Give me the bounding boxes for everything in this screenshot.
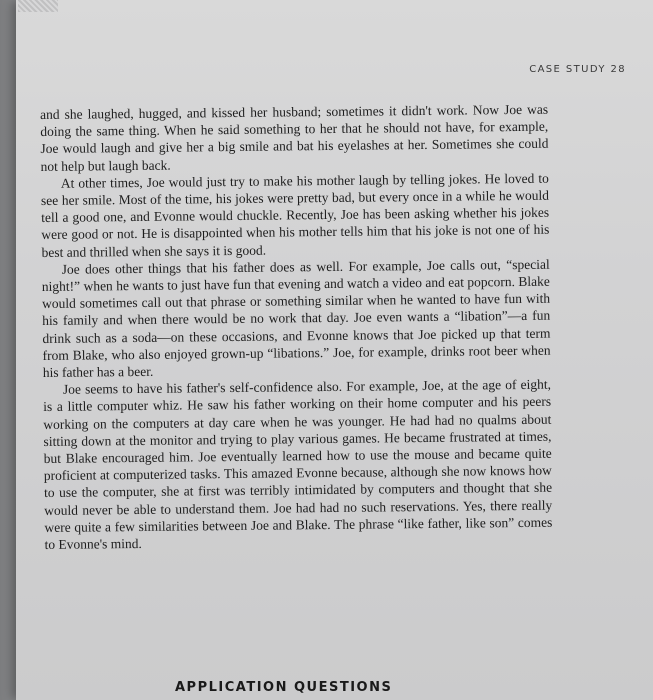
section-heading: APPLICATION QUESTIONS <box>175 680 393 695</box>
case-study-text <box>40 101 553 554</box>
paragraph-1: and she laughed, hugged, and kissed her husband; sometimes it didn't work. Now Joe was doing the same thing. When he said something to her that he should not have, for example, Joe would laugh and give her a big smile and bat his eyelashes at her. Sometimes she could not help but laugh back. <box>40 101 549 174</box>
page-corner-pattern <box>18 0 58 12</box>
paragraph-3: Joe does other things that his father does as well. For example, Joe calls out, “special night!” when he wants to just have fun that evening and watch a video and eat popcorn. Blake would sometimes call out that phrase or something similar when he wanted to have fun with his family and when there would be no work that day. Joe even wants a “libation”—a fun drink such as a soda—on these occasions, and Evonne knows that Joe picked up that term from Blake, who also enjoyed grown-up “libations.” Joe, for example, drinks root beer when his father has a beer. <box>41 256 551 381</box>
running-head: CASE STUDY 28 <box>529 64 626 75</box>
paragraph-2: At other times, Joe would just try to make his mother laugh by telling jokes. He loved to see her smile. Most of the time, his jokes were pretty bad, but every once in a while he would tell a good one, and Evonne would chuckle. Recently, Joe has been asking whether his jokes were good or not. He is disappointed when his mother tells him that his joke is not one of his best and thrilled when she says it is good. <box>40 170 550 260</box>
paragraph-4: Joe seems to have his father's self-confidence also. For example, Joe, at the age of eight, is a little computer whiz. He saw his father working on their home computer and his peers working on the computers at day care when he was younger. He had had no qualms about sitting down at the monitor and trying to play various games. He became frustrated at times, but Blake encouraged him. Joe eventually learned how to use the mouse and became quite proficient at computerized tasks. This amazed Evonne because, although she now knows how to use the computer, she at first was terribly intimidated by computers and thought that she would never be able to understand them. Joe had had no such reservations. Yes, there really were quite a few similarities between Joe and Blake. The phrase “like father, like son” comes to Evonne's mind. <box>43 376 553 553</box>
